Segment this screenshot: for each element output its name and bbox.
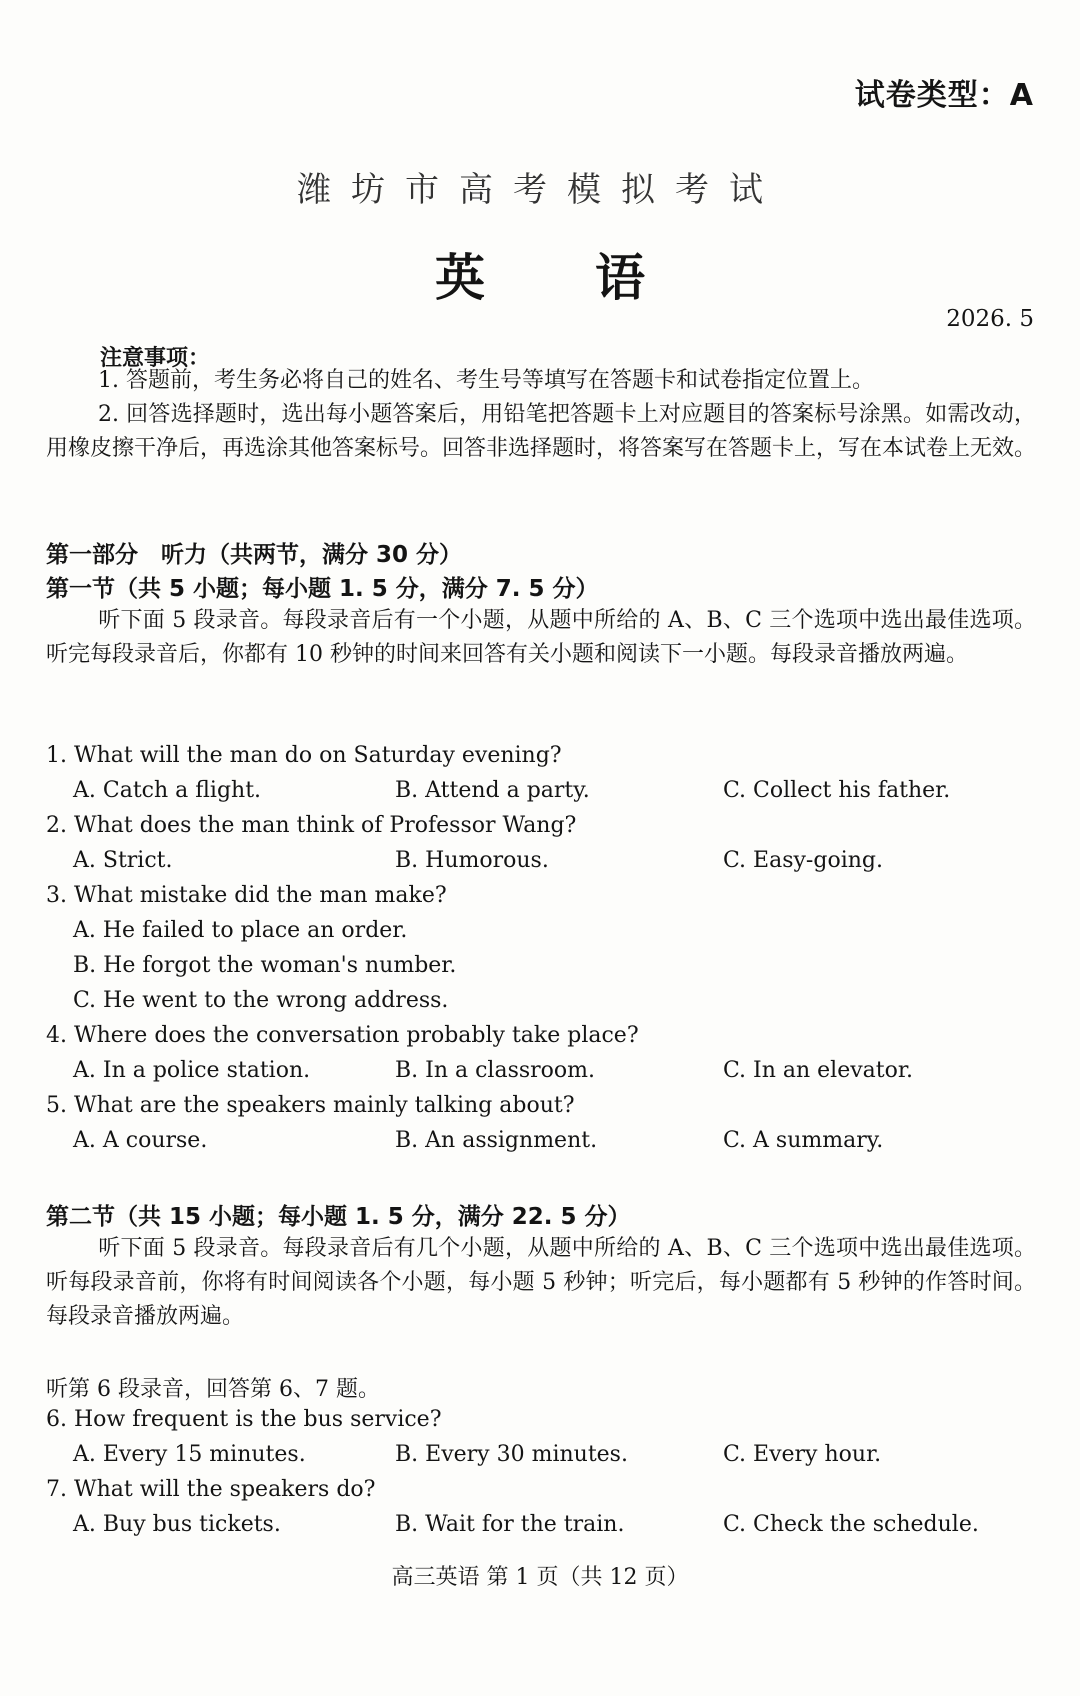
question-4-option-a: A. In a police station. [73, 1058, 311, 1083]
exam-date: 2026. 5 [946, 306, 1034, 332]
question-5-option-c: C. A summary. [723, 1128, 884, 1153]
question-6-option-a: A. Every 15 minutes. [73, 1442, 306, 1467]
question-2-option-b: B. Humorous. [395, 848, 549, 873]
question-5-stem: 5. What are the speakers mainly talking about? [46, 1093, 575, 1118]
section2-instructions-text: 听下面 5 段录音。每段录音后有几个小题，从题中所给的 A、B、C 三个选项中选出最佳选项。听每段录音前，你将有时间阅读各个小题，每小题 5 秒钟；听完后，每小题都有 5 秒钟的作答时间。每段录音播放两遍。 [46, 1236, 1036, 1329]
notice-item-2-rest: 如需改动，用橡皮擦干净后，再选涂其他答案标号。回答非选择题时，将答案写在答题卡上，写在本试卷上无效。 [46, 402, 1037, 461]
recording-6-note: 听第 6 段录音，回答第 6、7 题。 [46, 1377, 380, 1402]
page-footer: 高三英语 第 1 页（共 12 页） [391, 1565, 689, 1590]
question-4-stem: 4. Where does the conversation probably take place? [46, 1023, 639, 1048]
question-3-option-b: B. He forgot the woman's number. [73, 953, 457, 978]
part1-title: 第一部分 听力（共两节，满分 30 分） [46, 542, 463, 568]
section1-instructions-text: 听下面 5 段录音。每段录音后有一个小题，从题中所给的 A、B、C 三个选项中选出最佳选项。听完每段录音后，你都有 10 秒钟的时间来回答有关小题和阅读下一小题。每段录音播放两遍。 [46, 608, 1036, 667]
question-2-option-c: C. Easy-going. [723, 848, 883, 873]
notice-item-1-text: 1. 答题前，考生务必将自己的姓名、考生号等填写在答题卡和试卷指定位置上。 [98, 368, 874, 393]
section1-instructions [46, 604, 1036, 672]
notice-title: 注意事项： [100, 346, 211, 371]
notice-item-1 [46, 364, 1036, 398]
question-6-stem: 6. How frequent is the bus service? [46, 1407, 442, 1432]
question-7-option-c: C. Check the schedule. [723, 1512, 979, 1537]
question-2-stem: 2. What does the man think of Professor Wang? [46, 813, 577, 838]
question-7-option-a: A. Buy bus tickets. [73, 1512, 281, 1537]
question-6-option-b: B. Every 30 minutes. [395, 1442, 628, 1467]
exam-name-title: 潍坊市高考模拟考试 [297, 170, 783, 210]
question-7-option-b: B. Wait for the train. [395, 1512, 625, 1537]
question-4-option-c: C. In an elevator. [723, 1058, 913, 1083]
question-6-option-c: C. Every hour. [723, 1442, 882, 1467]
question-5-option-a: A. A course. [73, 1128, 208, 1153]
notice-item-2-line1: 2. 回答选择题时，选出每小题答案后，用铅笔把答题卡上对应题目的答案标号涂黑。 [98, 402, 926, 427]
question-3-option-c: C. He went to the wrong address. [73, 988, 449, 1013]
exam-type-label: 试卷类型：A [854, 78, 1034, 113]
section2-title: 第二节（共 15 小题；每小题 1. 5 分，满分 22. 5 分） [46, 1204, 631, 1230]
question-1-option-c: C. Collect his father. [723, 778, 951, 803]
question-1-option-a: A. Catch a flight. [73, 778, 262, 803]
question-1-option-b: B. Attend a party. [395, 778, 590, 803]
notice-item-2 [46, 398, 1036, 466]
question-2-option-a: A. Strict. [73, 848, 173, 873]
section1-title: 第一节（共 5 小题；每小题 1. 5 分，满分 7. 5 分） [46, 576, 599, 602]
question-1-stem: 1. What will the man do on Saturday evening? [46, 743, 562, 768]
question-3-option-a: A. He failed to place an order. [73, 918, 408, 943]
question-3-stem: 3. What mistake did the man make? [46, 883, 447, 908]
question-4-option-b: B. In a classroom. [395, 1058, 596, 1083]
question-7-stem: 7. What will the speakers do? [46, 1477, 376, 1502]
section2-instructions [46, 1232, 1036, 1334]
question-5-option-b: B. An assignment. [395, 1128, 598, 1153]
subject-title: 英语 [435, 249, 755, 307]
